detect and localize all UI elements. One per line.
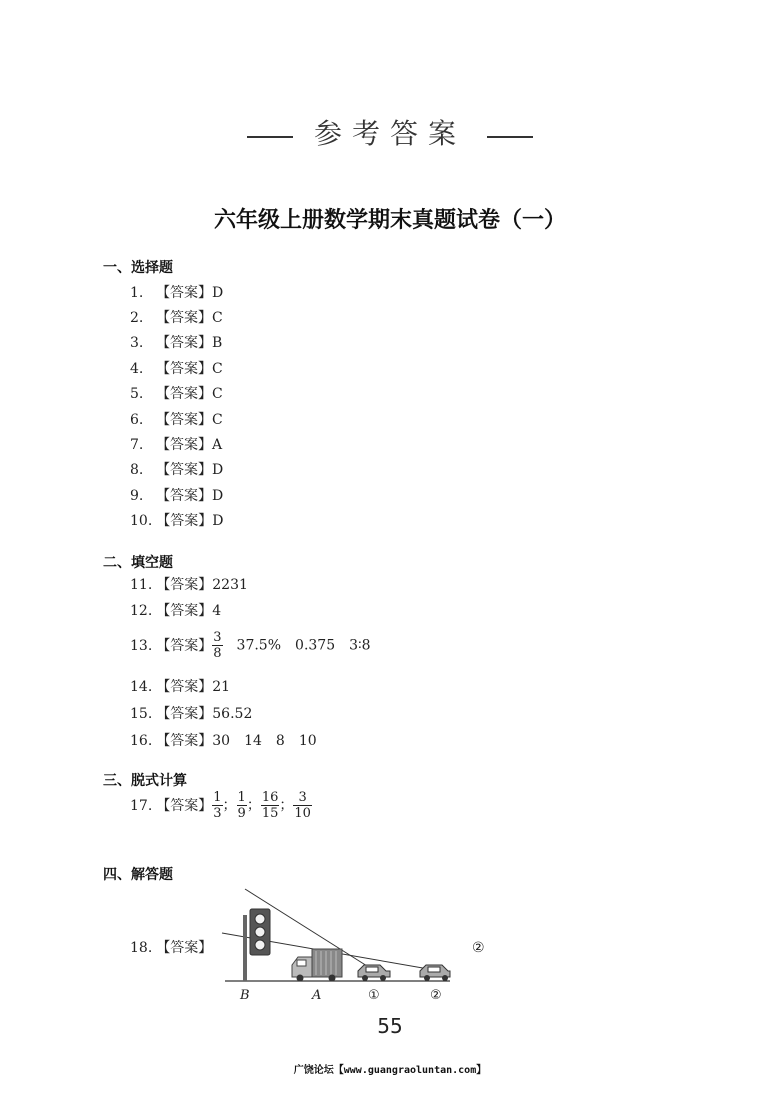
answer-row-7 (130, 436, 222, 454)
section-fill-heading: 二、填空题 (103, 555, 173, 571)
question-number: 5. (130, 386, 144, 402)
question-number: 11. (130, 577, 153, 593)
fraction (212, 790, 222, 821)
answer-tag: 【答案】 (156, 797, 213, 814)
answer-row-9 (130, 487, 223, 505)
label-car-2: ② (430, 988, 442, 1003)
question-number: 17. (130, 797, 153, 814)
answer-value: C (212, 310, 223, 326)
answer-tag: 【答案】 (156, 513, 213, 529)
fraction (212, 630, 222, 661)
fraction-denominator: 15 (261, 806, 279, 821)
answer-value: A (212, 437, 223, 453)
answer-value: 4 (212, 603, 222, 619)
label-car-1: ① (368, 988, 380, 1003)
answer-tag: 【答案】 (156, 577, 213, 593)
answer-row-5 (130, 385, 223, 403)
answer-tag: 【答案】 (156, 637, 213, 654)
answer-tag: 【答案】 (156, 310, 212, 326)
fraction-denominator: 9 (237, 806, 246, 821)
page-title: 参考答案 (313, 117, 466, 150)
answer-value: C (212, 361, 223, 377)
fraction-numerator: 16 (261, 790, 279, 805)
answer-row-2 (130, 309, 223, 327)
separator: ； (222, 797, 237, 814)
answer-value: 30 (212, 733, 231, 749)
label-a: A (312, 988, 322, 1003)
question-number: 14. (130, 679, 153, 695)
question-number: 4. (130, 361, 144, 377)
answer-tag: 【答案】 (156, 488, 212, 504)
question-number: 8. (130, 462, 144, 478)
answer-value: 21 (212, 679, 231, 695)
header-rule-right (487, 136, 533, 138)
car-2-icon (420, 965, 450, 981)
fraction (237, 790, 247, 821)
answer-value: 3∶8 (349, 637, 371, 654)
separator: ； (246, 797, 261, 814)
answer-row-11 (130, 576, 248, 594)
answer-tag: 【答案】 (156, 733, 213, 749)
answer-value: 14 (244, 733, 262, 749)
question-number: 7. (130, 437, 144, 453)
footer-source: 广饶论坛【www.guangraoluntan.com】 (293, 1065, 487, 1076)
answer-row-1 (130, 284, 223, 302)
answer-value: 37.5% (236, 637, 282, 654)
answer-value: C (212, 386, 223, 402)
section-calc-heading: 三、脱式计算 (103, 773, 187, 789)
answer-value: 10 (298, 733, 317, 749)
answer-value: D (212, 488, 224, 504)
question-number: 16. (130, 733, 153, 749)
fraction-denominator: 8 (213, 646, 222, 661)
answer-row-16 (130, 732, 317, 750)
question-number: 10. (130, 513, 153, 529)
traffic-light-icon (243, 909, 270, 981)
question-number: 15. (130, 706, 153, 722)
question-number: 12. (130, 603, 153, 619)
answer-tag: 【答案】 (156, 679, 213, 695)
answer-value: D (212, 462, 224, 478)
fraction-denominator: 10 (294, 806, 311, 821)
answer-row-10 (130, 512, 224, 530)
fraction (293, 790, 312, 821)
answer-tag: 【答案】 (156, 437, 212, 453)
fraction-numerator: 3 (293, 790, 312, 806)
answer-tag: 【答案】 (156, 412, 212, 428)
label-b: B (240, 988, 250, 1003)
section-solve-heading: 四、解答题 (103, 867, 173, 883)
answer-value: C (212, 412, 223, 428)
answer-row-6 (130, 411, 223, 429)
answer-row-15 (130, 705, 252, 723)
answer-tag: 【答案】 (156, 285, 212, 301)
answer-tag: 【答案】 (156, 603, 213, 619)
question-number: 9. (130, 488, 144, 504)
fraction-denominator: 3 (213, 806, 222, 821)
question-number: 18. (130, 940, 153, 956)
fraction-numerator: 1 (213, 790, 222, 805)
section-choice-heading: 一、选择题 (103, 260, 173, 276)
exam-title: 六年级上册数学期末真题试卷（一） (213, 208, 566, 233)
page-number: 55 (377, 1014, 403, 1038)
answer-tag: 【答案】 (156, 940, 213, 956)
fraction (261, 790, 280, 821)
separator: ； (279, 797, 294, 814)
answer-tag: 【答案】 (156, 335, 212, 351)
car-1-icon (358, 965, 390, 981)
answer-tag: 【答案】 (156, 386, 212, 402)
question-number: 3. (130, 335, 144, 351)
question-number: 2. (130, 310, 144, 326)
answer-value: 0.375 (295, 637, 336, 654)
answer-value: 2231 (212, 577, 248, 593)
answer-value: 56.52 (212, 706, 253, 722)
answer-tag: 【答案】 (156, 462, 212, 478)
label-side: ② (472, 940, 485, 956)
fraction-numerator: 1 (237, 790, 246, 805)
question-number: 6. (130, 412, 144, 428)
answer-row-14 (130, 678, 230, 696)
answer-value: D (212, 285, 224, 301)
answer-row-8 (130, 461, 223, 479)
answer-row-13 (130, 630, 371, 661)
answer-value: D (212, 513, 224, 529)
answer-tag: 【答案】 (156, 361, 212, 377)
question-number: 1. (130, 285, 144, 301)
answer-row-12 (130, 602, 221, 620)
truck-icon (292, 949, 342, 982)
traffic-diagram (200, 885, 510, 1010)
answer-row-4 (130, 360, 223, 378)
answer-value: 8 (275, 733, 285, 749)
question-number: 13. (130, 637, 153, 654)
answer-value: B (212, 335, 223, 351)
answer-row-3 (130, 334, 222, 352)
answer-row-17 (130, 790, 312, 821)
fraction-numerator: 3 (213, 630, 222, 645)
answer-tag: 【答案】 (156, 706, 213, 722)
